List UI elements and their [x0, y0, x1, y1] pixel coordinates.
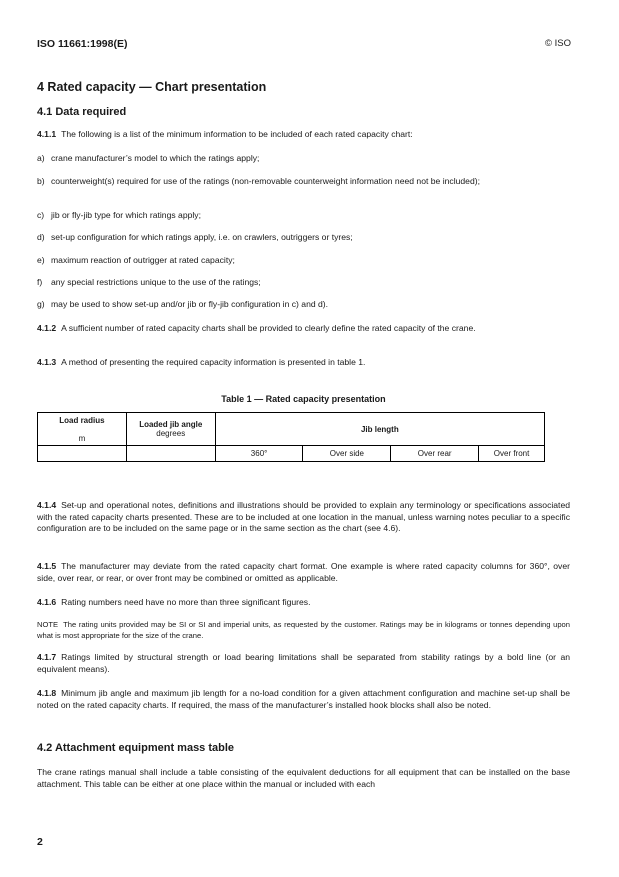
clause-text: A sufficient number of rated capacity charts shall be provided to clearly define the rated capacity of the crane. [61, 323, 476, 333]
clause-text: Rating numbers need have no more than three significant figures. [61, 597, 311, 607]
clause-number: 4.1.2 [37, 323, 57, 333]
rated-capacity-table [37, 412, 545, 462]
list-text: set-up configuration for which ratings apply, i.e. on crawlers, outriggers or tyres; [51, 232, 353, 242]
note-label: NOTE [37, 620, 59, 629]
document-id: ISO 11661:1998(E) [37, 38, 128, 50]
empty-cell [126, 446, 215, 462]
sub-header-over-rear: Over rear [391, 446, 479, 462]
jib-length-header: Jib length [215, 413, 544, 446]
list-marker: d) [37, 232, 45, 242]
list-item [37, 255, 570, 267]
clause-number: 4.1.7 [37, 652, 57, 662]
empty-cell [38, 446, 127, 462]
section-4-1-heading: 4.1 Data required [37, 106, 127, 118]
load-radius-label: Load radius [59, 415, 105, 425]
clause-number: 4.1.8 [37, 688, 57, 698]
load-radius-header [38, 413, 127, 446]
list-item [37, 232, 570, 244]
section-4-2-heading: 4.2 Attachment equipment mass table [37, 742, 235, 754]
jib-angle-header [126, 413, 215, 446]
list-text: jib or fly-jib type for which ratings apply; [51, 210, 201, 220]
clause-text: A method of presenting the required capacity information is presented in table 1. [61, 357, 366, 367]
clause-number: 4.1.3 [37, 357, 57, 367]
clause-text: Minimum jib angle and maximum jib length for a no-load condition for a given attachment configuration and machine set-up shall be noted on the rated capacity charts. If required, the mass of the manufacturer’s installed hook blocks shall also be noted. [37, 688, 570, 710]
note-text: The rating units provided may be SI or SI and imperial units, as requested by the customer. Ratings may be in kilograms or tonnes depending upon what is most appropriate for the size of the crane. [37, 620, 570, 640]
clause-text: Set-up and operational notes, definitions and illustrations should be provided to explain any terminology or specifications associated with the rated capacity charts presented. These are to be included at one location in the manual, unless warning notes peculiar to a specific configuration are to be included on the same page or in the same section as the chart (see 4.6). [37, 500, 570, 533]
list-text: counterweight(s) required for use of the ratings (non-removable counterweight information need not be included); [51, 176, 480, 186]
jib-angle-unit: degrees [156, 429, 186, 438]
clause-4-1-8 [37, 688, 570, 711]
sub-header-over-side: Over side [303, 446, 391, 462]
list-item [37, 210, 570, 222]
copyright-label: © ISO [544, 38, 571, 49]
list-text: crane manufacturer’s model to which the ratings apply; [51, 153, 260, 163]
clause-4-1-1 [37, 129, 570, 141]
clause-number: 4.1.6 [37, 597, 57, 607]
list-marker: f) [37, 277, 43, 287]
list-item [37, 176, 570, 188]
list-item [37, 299, 570, 311]
list-marker: e) [37, 255, 45, 265]
list-text: any special restrictions unique to the use of the ratings; [51, 277, 261, 287]
list-marker: g) [37, 299, 45, 309]
list-text: maximum reaction of outrigger at rated capacity; [51, 255, 235, 265]
section-4-heading: 4 Rated capacity — Chart presentation [37, 80, 267, 94]
list-item [37, 277, 570, 289]
clause-text: Ratings limited by structural strength or load bearing limitations shall be separated from stability ratings by a bold line (or an equivalent means). [37, 652, 570, 674]
page-number: 2 [37, 836, 43, 848]
table-caption: Table 1 — Rated capacity presentation [221, 394, 386, 404]
clause-4-1-2 [37, 323, 570, 335]
paragraph-4-2: The crane ratings manual shall include a table consisting of the equivalent deductions for all equipment that can be installed on the base attachment. This table can be either at one place within the manual or included with each [37, 767, 570, 789]
sub-header-360: 360° [215, 446, 303, 462]
clause-4-1-7 [37, 652, 570, 675]
clause-number: 4.1.4 [37, 500, 57, 510]
list-text: may be used to show set-up and/or jib or fly-jib configuration in c) and d). [51, 299, 329, 309]
sub-header-over-front: Over front [479, 446, 545, 462]
clause-number: 4.1.1 [37, 129, 57, 139]
clause-4-1-3 [37, 357, 570, 369]
clause-4-1-5 [37, 561, 570, 584]
list-marker: c) [37, 210, 45, 220]
clause-number: 4.1.5 [37, 561, 57, 571]
note [37, 620, 570, 641]
clause-4-1-6 [37, 597, 570, 609]
list-marker: b) [37, 176, 45, 186]
clause-text: The following is a list of the minimum information to be included of each rated capacity chart: [61, 129, 413, 139]
list-marker: a) [37, 153, 45, 163]
jib-angle-label: Loaded jib angle [139, 420, 203, 429]
clause-text: The manufacturer may deviate from the rated capacity chart format. One example is where rated capacity columns for 360°, over side, over rear, or rear, or over front may be combined or omitted as applicable. [37, 561, 570, 583]
list-item [37, 153, 570, 165]
load-radius-unit: m [78, 433, 86, 443]
clause-4-1-4 [37, 500, 570, 535]
